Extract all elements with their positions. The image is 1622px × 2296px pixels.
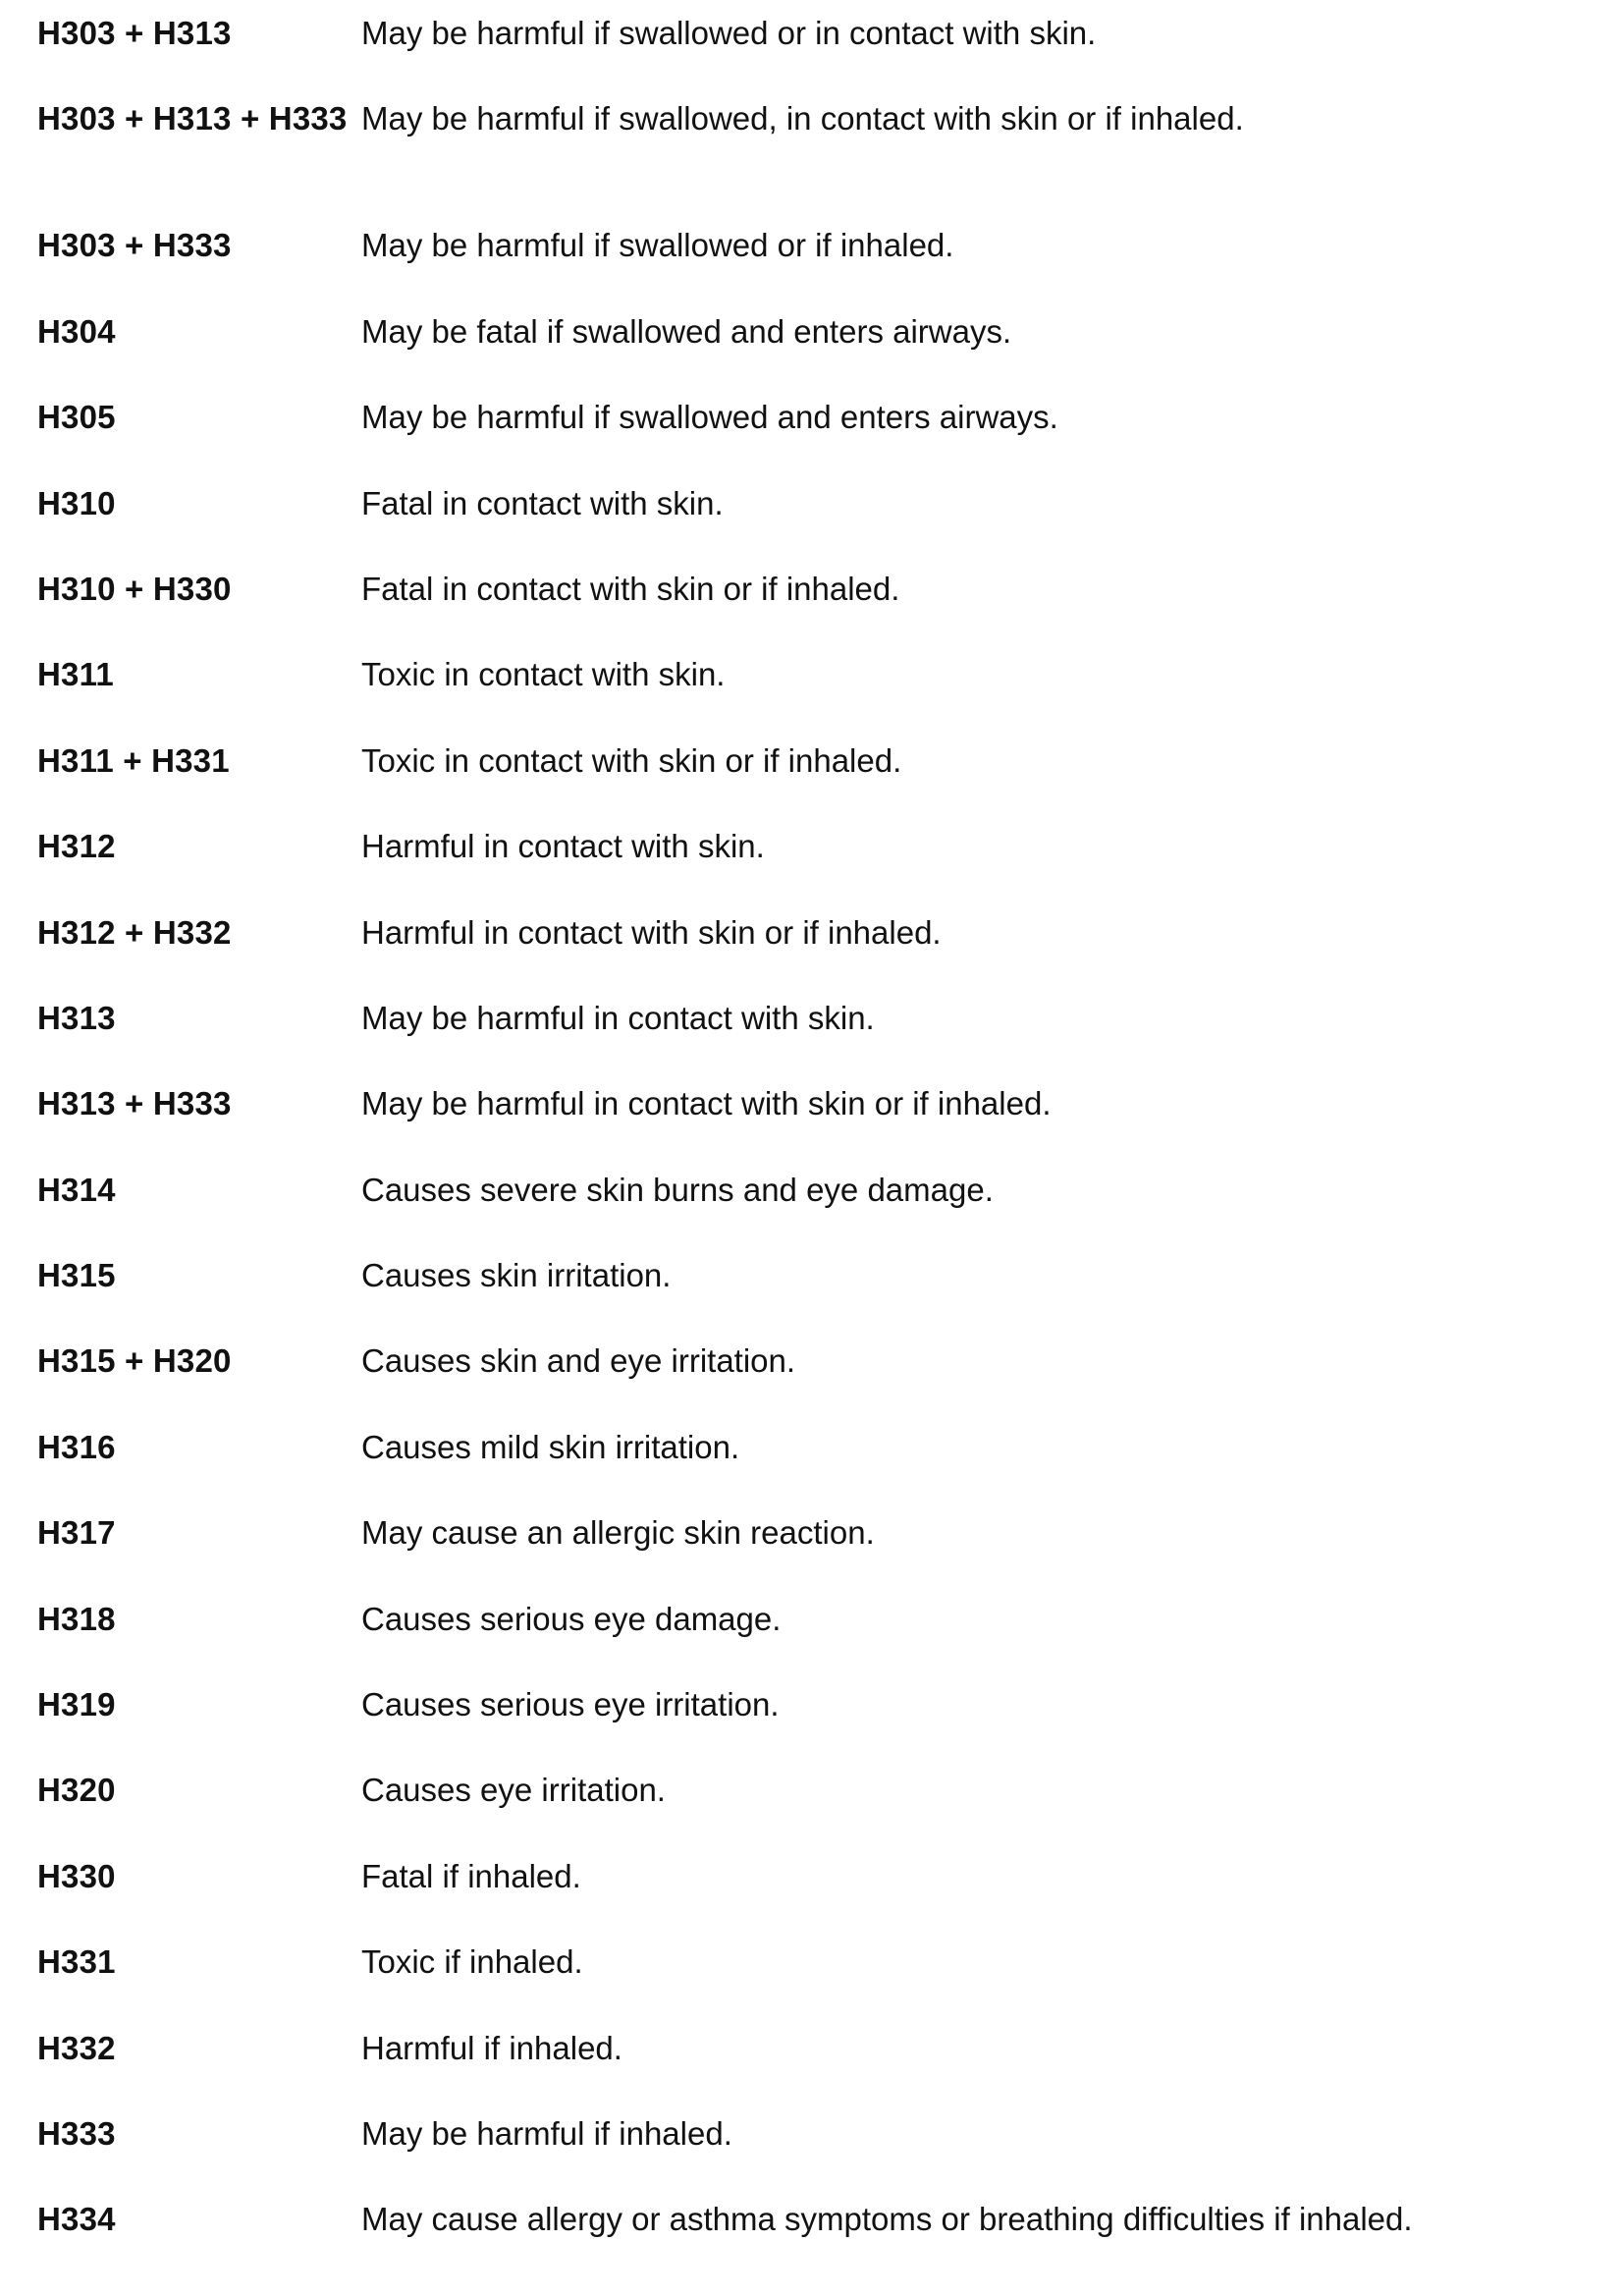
hazard-description: Harmful if inhaled.	[361, 2029, 622, 2066]
hazard-statement-row	[37, 912, 1569, 998]
hazard-code: H311	[37, 656, 114, 693]
hazard-code: H330	[37, 1857, 116, 1894]
hazard-statement-row	[37, 654, 1569, 739]
hazard-code: H320	[37, 1772, 116, 1809]
hazard-statement-row	[37, 1255, 1569, 1340]
hazard-description: Causes serious eye irritation.	[361, 1686, 780, 1723]
hazard-description: Causes serious eye damage.	[361, 1600, 782, 1637]
hazard-statement-row	[37, 2028, 1569, 2113]
hazard-description: May be harmful if inhaled.	[361, 2114, 732, 2152]
hazard-statement-row	[37, 13, 1569, 98]
hazard-statement-row	[37, 1856, 1569, 1941]
hazard-statement-row	[37, 98, 1569, 225]
hazard-code: H313	[37, 999, 116, 1036]
hazard-statement-row	[37, 1512, 1569, 1598]
hazard-code: H315 + H320	[37, 1342, 232, 1380]
hazard-code: H331	[37, 1943, 116, 1981]
hazard-code: H312	[37, 828, 116, 865]
hazard-description: Causes skin irritation.	[361, 1257, 672, 1294]
hazard-code: H313 + H333	[37, 1085, 232, 1122]
hazard-code: H314	[37, 1171, 116, 1208]
hazard-code: H319	[37, 1686, 116, 1723]
hazard-description: May cause an allergic skin reaction.	[361, 1514, 875, 1552]
hazard-description: Causes severe skin burns and eye damage.	[361, 1171, 994, 1208]
hazard-statement-row	[37, 1340, 1569, 1426]
hazard-statement-row	[37, 998, 1569, 1083]
hazard-code: H312 + H332	[37, 913, 232, 951]
hazard-code: H303 + H313 + H333	[37, 100, 348, 137]
hazard-statement-row	[37, 826, 1569, 911]
hazard-code: H304	[37, 312, 116, 350]
hazard-code: H316	[37, 1428, 116, 1465]
hazard-code: H317	[37, 1514, 116, 1552]
hazard-code: H310 + H330	[37, 570, 232, 607]
hazard-statement-row	[37, 1684, 1569, 1770]
hazard-statement-row	[37, 1770, 1569, 1855]
hazard-description: May be harmful if swallowed, in contact with skin or if inhaled.	[361, 100, 1244, 137]
hazard-code: H310	[37, 484, 116, 521]
hazard-code: H311 + H331	[37, 741, 230, 779]
hazard-description: May be harmful if swallowed and enters airways.	[361, 399, 1058, 436]
hazard-statement-row	[37, 1599, 1569, 1684]
hazard-statement-row	[37, 1170, 1569, 1255]
hazard-statement-row	[37, 2113, 1569, 2199]
hazard-description: May be fatal if swallowed and enters airways.	[361, 312, 1012, 350]
hazard-description: Causes mild skin irritation.	[361, 1428, 740, 1465]
hazard-description: Fatal if inhaled.	[361, 1857, 581, 1894]
hazard-description: Fatal in contact with skin.	[361, 484, 724, 521]
hazard-description: Fatal in contact with skin or if inhaled.	[361, 570, 900, 607]
hazard-description: Toxic if inhaled.	[361, 1943, 583, 1981]
hazard-code: H303 + H333	[37, 227, 232, 264]
hazard-statement-list	[37, 13, 1569, 2285]
hazard-statement-row	[37, 1427, 1569, 1512]
hazard-description: Toxic in contact with skin.	[361, 656, 726, 693]
hazard-statement-row	[37, 311, 1569, 397]
hazard-code: H334	[37, 2201, 116, 2238]
hazard-description: May be harmful if swallowed or in contact with skin.	[361, 15, 1097, 51]
hazard-code: H315	[37, 1257, 116, 1294]
hazard-statement-row	[37, 740, 1569, 826]
hazard-statement-row	[37, 569, 1569, 654]
hazard-description: Causes eye irritation.	[361, 1772, 666, 1809]
hazard-code: H333	[37, 2114, 116, 2152]
hazard-description: May cause allergy or asthma symptoms or breathing difficulties if inhaled.	[361, 2201, 1413, 2238]
hazard-description: May be harmful in contact with skin.	[361, 999, 875, 1036]
hazard-code: H332	[37, 2029, 116, 2066]
hazard-statement-row	[37, 2199, 1569, 2284]
hazard-description: May be harmful in contact with skin or if inhaled.	[361, 1085, 1052, 1122]
hazard-code: H305	[37, 399, 116, 436]
hazard-description: Harmful in contact with skin or if inhaled.	[361, 913, 942, 951]
hazard-description: Causes skin and eye irritation.	[361, 1342, 796, 1380]
hazard-statement-row	[37, 225, 1569, 310]
hazard-statement-row	[37, 397, 1569, 482]
hazard-code: H303 + H313	[37, 15, 232, 51]
hazard-description: Harmful in contact with skin.	[361, 828, 765, 865]
hazard-statement-row	[37, 1083, 1569, 1169]
hazard-code: H318	[37, 1600, 116, 1637]
hazard-statement-row	[37, 1941, 1569, 2027]
hazard-description: Toxic in contact with skin or if inhaled.	[361, 741, 902, 779]
hazard-statement-row	[37, 483, 1569, 569]
hazard-description: May be harmful if swallowed or if inhaled.	[361, 227, 954, 264]
